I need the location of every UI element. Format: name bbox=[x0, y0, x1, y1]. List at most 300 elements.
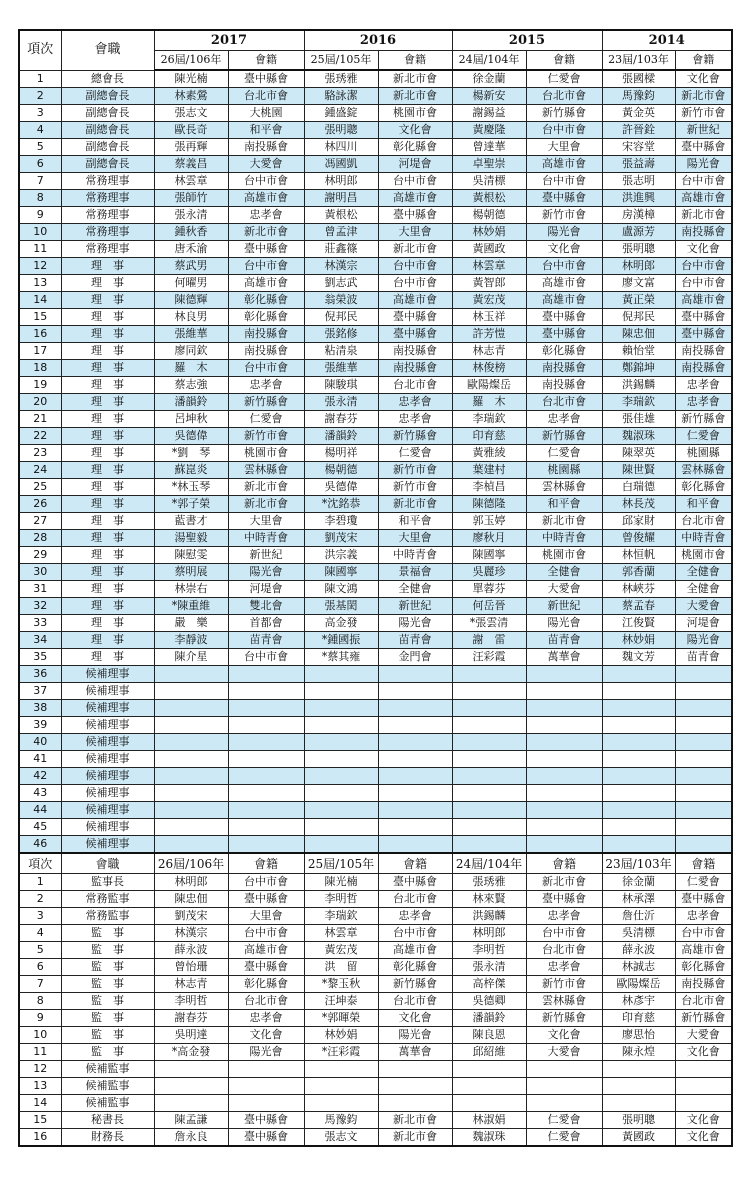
supervisor-row bbox=[19, 891, 732, 908]
member-region: 忠孝會 bbox=[675, 908, 732, 925]
member-region: 台北市會 bbox=[675, 993, 732, 1010]
member-region bbox=[675, 1095, 732, 1112]
row-role: 常務理事 bbox=[61, 241, 154, 258]
row-role: 候補理事 bbox=[61, 666, 154, 683]
member-region: 臺中縣會 bbox=[675, 139, 732, 156]
board-row bbox=[19, 326, 732, 343]
member-region: 文化會 bbox=[675, 1129, 732, 1147]
member-region bbox=[675, 683, 732, 700]
member-name bbox=[304, 819, 378, 836]
member-region: 中時青會 bbox=[378, 547, 452, 564]
member-region: 新竹縣會 bbox=[228, 394, 304, 411]
board-row bbox=[19, 258, 732, 275]
board-row bbox=[19, 768, 732, 785]
member-region: 彰化縣會 bbox=[378, 959, 452, 976]
board-row bbox=[19, 275, 732, 292]
member-region: 臺中縣會 bbox=[228, 959, 304, 976]
member-name bbox=[602, 700, 675, 717]
member-name bbox=[154, 751, 228, 768]
member-region: 中時青會 bbox=[675, 530, 732, 547]
row-index: 1 bbox=[19, 70, 61, 88]
member-region bbox=[675, 717, 732, 734]
board-row bbox=[19, 530, 732, 547]
member-name: 陳光楠 bbox=[154, 70, 228, 88]
member-region: 雲林縣會 bbox=[228, 462, 304, 479]
member-name: *郭子榮 bbox=[154, 496, 228, 513]
board-row bbox=[19, 360, 732, 377]
member-region: 全健會 bbox=[675, 581, 732, 598]
row-role: 監 事 bbox=[61, 976, 154, 993]
row-index: 10 bbox=[19, 1027, 61, 1044]
member-name: *汪彩霞 bbox=[304, 1044, 378, 1061]
member-region: 台北市會 bbox=[526, 942, 602, 959]
board-row bbox=[19, 156, 732, 173]
member-name bbox=[304, 717, 378, 734]
member-region: 雲林縣會 bbox=[526, 479, 602, 496]
board-row bbox=[19, 666, 732, 683]
member-region: 臺中縣會 bbox=[228, 1129, 304, 1147]
member-region: 大桃園 bbox=[228, 105, 304, 122]
row-role: 副總會長 bbox=[61, 139, 154, 156]
member-name: 張琇雅 bbox=[304, 70, 378, 88]
member-name: 詹仕沂 bbox=[602, 908, 675, 925]
row-index: 6 bbox=[19, 156, 61, 173]
member-name: 洪錫麟 bbox=[602, 377, 675, 394]
row-role: 理 事 bbox=[61, 615, 154, 632]
row-index: 29 bbox=[19, 547, 61, 564]
supervisor-row bbox=[19, 925, 732, 942]
member-region: 大里會 bbox=[228, 908, 304, 925]
row-role: 理 事 bbox=[61, 309, 154, 326]
member-region: 高雄市會 bbox=[675, 190, 732, 207]
member-region: 仁愛會 bbox=[228, 411, 304, 428]
board-row bbox=[19, 496, 732, 513]
row-index: 22 bbox=[19, 428, 61, 445]
member-region: 臺中縣會 bbox=[675, 326, 732, 343]
row-role: 監 事 bbox=[61, 1027, 154, 1044]
member-region: 臺中縣會 bbox=[378, 326, 452, 343]
row-index: 1 bbox=[19, 874, 61, 891]
board-row bbox=[19, 734, 732, 751]
member-region: 新北市會 bbox=[228, 224, 304, 241]
member-name: 鍾盛錠 bbox=[304, 105, 378, 122]
supervisor-row bbox=[19, 874, 732, 891]
board-row bbox=[19, 428, 732, 445]
member-region: 台中市會 bbox=[675, 925, 732, 942]
supervisor-row bbox=[19, 942, 732, 959]
member-name: 廖同欽 bbox=[154, 343, 228, 360]
row-index: 40 bbox=[19, 734, 61, 751]
member-region: 台中市會 bbox=[228, 874, 304, 891]
member-region bbox=[378, 717, 452, 734]
row-index: 33 bbox=[19, 615, 61, 632]
member-region: 台中市會 bbox=[526, 122, 602, 139]
member-name: 倪邦民 bbox=[304, 309, 378, 326]
member-name: 張益壽 bbox=[602, 156, 675, 173]
member-name: 徐金蘭 bbox=[602, 874, 675, 891]
member-name bbox=[452, 836, 526, 854]
row-index: 15 bbox=[19, 1112, 61, 1129]
member-name: 邱家財 bbox=[602, 513, 675, 530]
member-name: 李明哲 bbox=[154, 993, 228, 1010]
member-region: 苗青會 bbox=[675, 649, 732, 666]
member-name: 許芳愷 bbox=[452, 326, 526, 343]
member-region: 台北市會 bbox=[675, 513, 732, 530]
member-region: 高雄市會 bbox=[526, 275, 602, 292]
member-region bbox=[526, 700, 602, 717]
member-name: 林素鶯 bbox=[154, 88, 228, 105]
row-index: 10 bbox=[19, 224, 61, 241]
member-name: 陳介星 bbox=[154, 649, 228, 666]
member-name: 林妙娟 bbox=[304, 1027, 378, 1044]
member-name: 魏淑珠 bbox=[602, 428, 675, 445]
member-name: 黃國政 bbox=[602, 1129, 675, 1147]
member-region: 南投縣會 bbox=[675, 343, 732, 360]
member-name: 曾孟津 bbox=[304, 224, 378, 241]
board-row bbox=[19, 241, 732, 258]
member-name: 詹永良 bbox=[154, 1129, 228, 1147]
member-region: 雙北會 bbox=[228, 598, 304, 615]
member-name: 潘韻鈴 bbox=[304, 428, 378, 445]
row-role: 副總會長 bbox=[61, 156, 154, 173]
member-region bbox=[378, 836, 452, 854]
member-name: 楊新安 bbox=[452, 88, 526, 105]
member-region bbox=[378, 819, 452, 836]
member-name: 林漢宗 bbox=[304, 258, 378, 275]
member-name: 洪 留 bbox=[304, 959, 378, 976]
board-row bbox=[19, 292, 732, 309]
row-index: 38 bbox=[19, 700, 61, 717]
member-region bbox=[378, 1061, 452, 1078]
header-region: 會籍 bbox=[526, 51, 602, 71]
member-name: 郭香蘭 bbox=[602, 564, 675, 581]
member-region: 台北市會 bbox=[228, 993, 304, 1010]
member-name bbox=[154, 785, 228, 802]
member-name: 李瑞欽 bbox=[304, 908, 378, 925]
member-name: 李瑞欽 bbox=[602, 394, 675, 411]
member-region: 陽光會 bbox=[378, 615, 452, 632]
row-index: 21 bbox=[19, 411, 61, 428]
member-region bbox=[228, 819, 304, 836]
supervisor-row bbox=[19, 1095, 732, 1112]
member-region: 大愛會 bbox=[675, 1027, 732, 1044]
member-region: 南投縣會 bbox=[378, 360, 452, 377]
row-role: 候補理事 bbox=[61, 717, 154, 734]
header-role: 會職 bbox=[61, 853, 154, 874]
row-role: 理 事 bbox=[61, 564, 154, 581]
member-region: 文化會 bbox=[378, 1010, 452, 1027]
member-region bbox=[675, 734, 732, 751]
row-index: 4 bbox=[19, 122, 61, 139]
member-region: 仁愛會 bbox=[526, 1112, 602, 1129]
row-index: 27 bbox=[19, 513, 61, 530]
member-name: 江俊賢 bbox=[602, 615, 675, 632]
header-region: 會籍 bbox=[675, 853, 732, 874]
row-index: 12 bbox=[19, 258, 61, 275]
supervisor-row bbox=[19, 1010, 732, 1027]
member-region: 大愛會 bbox=[526, 581, 602, 598]
member-region: 新北市會 bbox=[378, 1129, 452, 1147]
board-row bbox=[19, 513, 732, 530]
member-region: 新竹縣會 bbox=[526, 105, 602, 122]
member-name: 黃根松 bbox=[452, 190, 526, 207]
member-name: 黃金英 bbox=[602, 105, 675, 122]
member-name bbox=[452, 734, 526, 751]
header-term: 23屆/103年 bbox=[602, 51, 675, 71]
member-region: 陽光會 bbox=[228, 1044, 304, 1061]
member-region: 忠孝會 bbox=[228, 1010, 304, 1027]
board-row bbox=[19, 173, 732, 190]
member-region: 高雄市會 bbox=[378, 942, 452, 959]
row-role: 總會長 bbox=[61, 70, 154, 88]
member-region: 彰化縣會 bbox=[675, 959, 732, 976]
row-role: 監 事 bbox=[61, 959, 154, 976]
row-role: 候補理事 bbox=[61, 683, 154, 700]
row-role: 常務理事 bbox=[61, 224, 154, 241]
member-name bbox=[602, 717, 675, 734]
member-name: 林明郎 bbox=[304, 173, 378, 190]
member-region: 新世紀 bbox=[526, 598, 602, 615]
board-row bbox=[19, 377, 732, 394]
member-name: 謝春芬 bbox=[154, 1010, 228, 1027]
member-region: 台中市會 bbox=[675, 275, 732, 292]
header-region: 會籍 bbox=[228, 51, 304, 71]
row-role: 候補監事 bbox=[61, 1061, 154, 1078]
row-role: 理 事 bbox=[61, 428, 154, 445]
member-name: 蔡孟春 bbox=[602, 598, 675, 615]
member-region: 台北市會 bbox=[378, 377, 452, 394]
member-name: *郭暉榮 bbox=[304, 1010, 378, 1027]
member-name: 盧源芳 bbox=[602, 224, 675, 241]
member-region: 新竹市會 bbox=[378, 462, 452, 479]
board-row bbox=[19, 139, 732, 156]
member-region: 陽光會 bbox=[675, 632, 732, 649]
member-name: *鍾國振 bbox=[304, 632, 378, 649]
member-name: *林玉琴 bbox=[154, 479, 228, 496]
row-index: 19 bbox=[19, 377, 61, 394]
board-row bbox=[19, 598, 732, 615]
member-region: 新竹縣會 bbox=[526, 428, 602, 445]
member-name bbox=[452, 785, 526, 802]
member-region: 臺中縣會 bbox=[378, 207, 452, 224]
member-region bbox=[526, 717, 602, 734]
member-name: 黃正榮 bbox=[602, 292, 675, 309]
member-region bbox=[675, 819, 732, 836]
member-name bbox=[304, 683, 378, 700]
member-region bbox=[675, 836, 732, 854]
board-row bbox=[19, 394, 732, 411]
member-region: 高雄市會 bbox=[378, 190, 452, 207]
row-role: 候補理事 bbox=[61, 700, 154, 717]
row-index: 7 bbox=[19, 976, 61, 993]
member-region: 新北市會 bbox=[228, 496, 304, 513]
row-role: 理 事 bbox=[61, 292, 154, 309]
member-region: 臺中縣會 bbox=[526, 309, 602, 326]
supervisor-row bbox=[19, 1044, 732, 1061]
member-name: 楊朝德 bbox=[304, 462, 378, 479]
member-region bbox=[228, 683, 304, 700]
supervisor-row bbox=[19, 1061, 732, 1078]
member-region: 彰化縣會 bbox=[526, 343, 602, 360]
header-term: 23屆/103年 bbox=[602, 853, 675, 874]
member-region bbox=[675, 785, 732, 802]
member-region: 彰化縣會 bbox=[378, 139, 452, 156]
member-region bbox=[526, 751, 602, 768]
board-row bbox=[19, 445, 732, 462]
member-name: 黃雅綾 bbox=[452, 445, 526, 462]
member-region: 文化會 bbox=[675, 1112, 732, 1129]
member-name: 楊明祥 bbox=[304, 445, 378, 462]
member-name: 廖思怡 bbox=[602, 1027, 675, 1044]
member-name: 林崇右 bbox=[154, 581, 228, 598]
member-region: 台北市會 bbox=[228, 88, 304, 105]
member-name: 蘇崑炎 bbox=[154, 462, 228, 479]
row-index: 44 bbox=[19, 802, 61, 819]
row-role: 理 事 bbox=[61, 547, 154, 564]
member-region: 新竹縣會 bbox=[526, 1010, 602, 1027]
member-region: 文化會 bbox=[526, 1027, 602, 1044]
member-name bbox=[304, 836, 378, 854]
member-name: 白瑞德 bbox=[602, 479, 675, 496]
member-region: 南投縣會 bbox=[228, 343, 304, 360]
member-name: 黃宏茂 bbox=[304, 942, 378, 959]
row-role: 候補理事 bbox=[61, 734, 154, 751]
member-region: 南投縣會 bbox=[526, 377, 602, 394]
header-region: 會籍 bbox=[228, 853, 304, 874]
row-index: 15 bbox=[19, 309, 61, 326]
member-name bbox=[304, 666, 378, 683]
member-name bbox=[154, 666, 228, 683]
member-name: 林志青 bbox=[452, 343, 526, 360]
member-name: 謝 雷 bbox=[452, 632, 526, 649]
member-region: 臺中縣會 bbox=[228, 241, 304, 258]
member-region: 臺中縣會 bbox=[675, 891, 732, 908]
member-region bbox=[378, 734, 452, 751]
member-region: 台北市會 bbox=[378, 993, 452, 1010]
member-name: 黃宏茂 bbox=[452, 292, 526, 309]
member-name bbox=[304, 700, 378, 717]
member-region: 大里會 bbox=[378, 530, 452, 547]
member-name: 吳明達 bbox=[154, 1027, 228, 1044]
board-row bbox=[19, 581, 732, 598]
row-index: 2 bbox=[19, 891, 61, 908]
member-region bbox=[228, 836, 304, 854]
row-index: 8 bbox=[19, 993, 61, 1010]
member-region: 大里會 bbox=[228, 513, 304, 530]
board-row bbox=[19, 479, 732, 496]
member-name: 林雲章 bbox=[154, 173, 228, 190]
row-index: 32 bbox=[19, 598, 61, 615]
member-name: 陳駿琪 bbox=[304, 377, 378, 394]
member-name: 劉志武 bbox=[304, 275, 378, 292]
row-role: 候補理事 bbox=[61, 768, 154, 785]
member-region: 新竹縣會 bbox=[675, 1010, 732, 1027]
member-region: 陽光會 bbox=[378, 1027, 452, 1044]
row-role: 副總會長 bbox=[61, 122, 154, 139]
row-role: 候補監事 bbox=[61, 1095, 154, 1112]
member-region: 全健會 bbox=[675, 564, 732, 581]
member-region: 忠孝會 bbox=[526, 411, 602, 428]
row-role: 理 事 bbox=[61, 275, 154, 292]
row-role: 候補理事 bbox=[61, 819, 154, 836]
member-name: 張維華 bbox=[304, 360, 378, 377]
member-region bbox=[526, 768, 602, 785]
member-name: 謝明昌 bbox=[304, 190, 378, 207]
member-name bbox=[154, 802, 228, 819]
row-index: 9 bbox=[19, 1010, 61, 1027]
member-name: 蔡志強 bbox=[154, 377, 228, 394]
row-index: 34 bbox=[19, 632, 61, 649]
row-index: 39 bbox=[19, 717, 61, 734]
member-region: 新竹縣會 bbox=[378, 976, 452, 993]
member-region: 桃園縣 bbox=[675, 445, 732, 462]
member-name: 吳德偉 bbox=[304, 479, 378, 496]
member-region: 南投縣會 bbox=[675, 360, 732, 377]
member-name: 張志文 bbox=[154, 105, 228, 122]
member-region: 新世紀 bbox=[228, 547, 304, 564]
board-row bbox=[19, 105, 732, 122]
row-role: 理 事 bbox=[61, 343, 154, 360]
member-name bbox=[154, 1061, 228, 1078]
row-index: 12 bbox=[19, 1061, 61, 1078]
member-name bbox=[154, 717, 228, 734]
member-region: 新北市會 bbox=[378, 241, 452, 258]
member-region: 苗青會 bbox=[378, 632, 452, 649]
member-name: 黃慶隆 bbox=[452, 122, 526, 139]
row-role: 常務理事 bbox=[61, 173, 154, 190]
member-region: 忠孝會 bbox=[526, 908, 602, 925]
member-name: 曾怡珊 bbox=[154, 959, 228, 976]
row-index: 17 bbox=[19, 343, 61, 360]
member-region bbox=[228, 1078, 304, 1095]
header-region: 會籍 bbox=[378, 51, 452, 71]
member-name: 李瑞欽 bbox=[452, 411, 526, 428]
member-region: 台中市會 bbox=[228, 258, 304, 275]
row-role: 理 事 bbox=[61, 513, 154, 530]
member-region: 彰化縣會 bbox=[675, 479, 732, 496]
member-region bbox=[228, 700, 304, 717]
member-region: 景福會 bbox=[378, 564, 452, 581]
row-role: 理 事 bbox=[61, 445, 154, 462]
member-name: 陳文鴻 bbox=[304, 581, 378, 598]
row-index: 41 bbox=[19, 751, 61, 768]
member-region: 大里會 bbox=[378, 224, 452, 241]
board-row bbox=[19, 224, 732, 241]
row-role: 候補理事 bbox=[61, 802, 154, 819]
member-name: 倪邦民 bbox=[602, 309, 675, 326]
row-role: 理 事 bbox=[61, 326, 154, 343]
row-index: 11 bbox=[19, 1044, 61, 1061]
member-region: 新竹市會 bbox=[228, 428, 304, 445]
row-index: 16 bbox=[19, 1129, 61, 1147]
row-role: 候補理事 bbox=[61, 751, 154, 768]
member-name: 呂坤秋 bbox=[154, 411, 228, 428]
member-region: 台北市會 bbox=[526, 394, 602, 411]
member-region: 和平會 bbox=[228, 122, 304, 139]
member-region bbox=[228, 802, 304, 819]
header-region: 會籍 bbox=[378, 853, 452, 874]
member-name: 張佳雄 bbox=[602, 411, 675, 428]
member-name: 張永清 bbox=[452, 959, 526, 976]
member-name: 汪坤泰 bbox=[304, 993, 378, 1010]
member-name: 郭玉婷 bbox=[452, 513, 526, 530]
member-name bbox=[452, 751, 526, 768]
member-name: 粘清泉 bbox=[304, 343, 378, 360]
member-name bbox=[602, 819, 675, 836]
member-region: 和平會 bbox=[526, 496, 602, 513]
member-name: 徐金蘭 bbox=[452, 70, 526, 88]
supervisor-row bbox=[19, 1027, 732, 1044]
